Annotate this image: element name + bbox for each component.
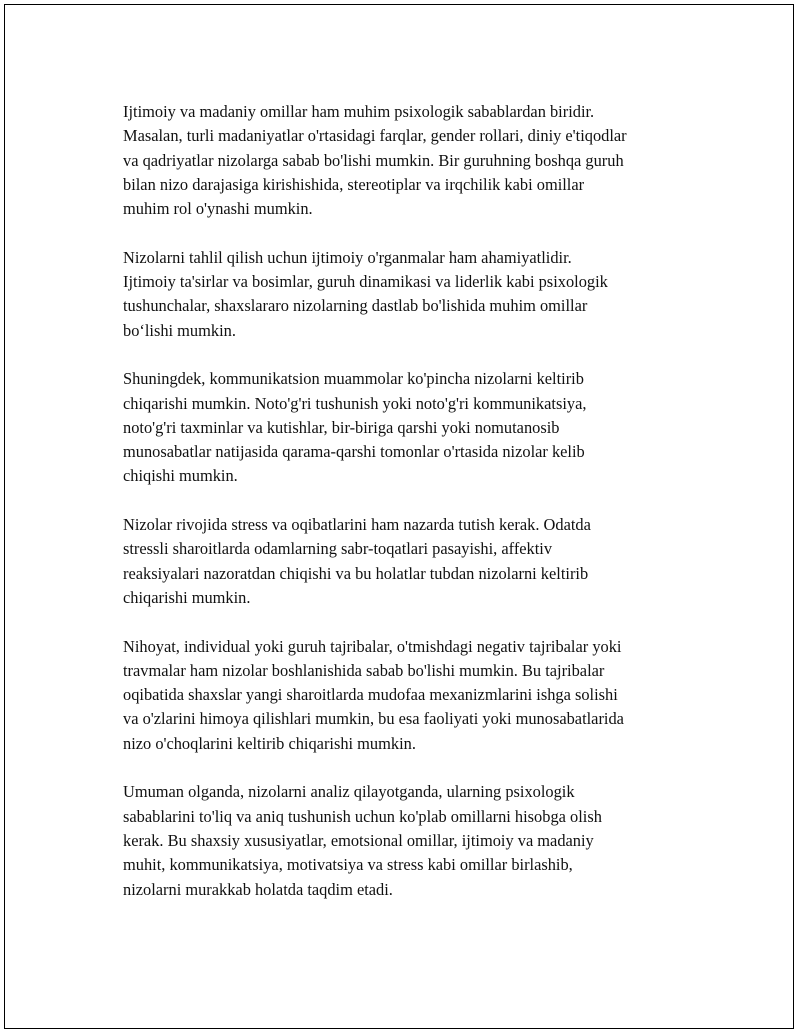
text-line: Umuman olganda, nizolarni analiz qilayotganda, ularning psixologik bbox=[123, 782, 575, 802]
text-line: travmalar ham nizolar boshlanishida sabab bo'lishi mumkin. Bu tajribalar bbox=[123, 660, 605, 680]
text-line: Ijtimoiy ta'sirlar va bosimlar, guruh dinamikasi va liderlik kabi psixologik bbox=[123, 272, 608, 292]
paragraph-1 bbox=[123, 100, 703, 221]
text-line: munosabatlar natijasida qarama-qarshi tomonlar o'rtasida nizolar kelib bbox=[123, 442, 585, 462]
text-line: va qadriyatlar nizolarga sabab bo'lishi mumkin. Bir guruhning boshqa guruh bbox=[123, 150, 624, 170]
document-body bbox=[123, 100, 703, 926]
text-line: chiqarishi mumkin. bbox=[123, 587, 251, 607]
paragraph-2 bbox=[123, 246, 703, 343]
text-line: nizo o'choqlarini keltirib chiqarishi mumkin. bbox=[123, 733, 416, 753]
text-line: Nizolar rivojida stress va oqibatlarini ham nazarda tutish kerak. Odatda bbox=[123, 515, 591, 535]
text-line: noto'g'ri taxminlar va kutishlar, bir-biriga qarshi yoki nomutanosib bbox=[123, 417, 560, 437]
text-line: kerak. Bu shaxsiy xususiyatlar, emotsional omillar, ijtimoiy va madaniy bbox=[123, 830, 594, 850]
text-line: muhit, kommunikatsiya, motivatsiya va stress kabi omillar birlashib, bbox=[123, 855, 573, 875]
text-line: sabablarini to'liq va aniq tushunish uchun ko'plab omillarni hisobga olish bbox=[123, 806, 602, 826]
text-line: tushunchalar, shaxslararo nizolarning dastlab bo'lishida muhim omillar bbox=[123, 296, 588, 316]
text-line: stressli sharoitlarda odamlarning sabr-toqatlari pasayishi, affektiv bbox=[123, 539, 553, 559]
text-line: Nihoyat, individual yoki guruh tajribalar, o'tmishdagi negativ tajribalar yoki bbox=[123, 636, 622, 656]
text-line: nizolarni murakkab holatda taqdim etadi. bbox=[123, 879, 393, 899]
paragraph-4 bbox=[123, 513, 703, 610]
text-line: chiqishi mumkin. bbox=[123, 466, 238, 486]
text-line: Nizolarni tahlil qilish uchun ijtimoiy o'rganmalar ham ahamiyatlidir. bbox=[123, 247, 572, 267]
paragraph-3 bbox=[123, 367, 703, 488]
text-line: muhim rol o'ynashi mumkin. bbox=[123, 199, 313, 219]
page-frame bbox=[4, 4, 794, 1029]
text-line: Masalan, turli madaniyatlar o'rtasidagi farqlar, gender rollari, diniy e'tiqodlar bbox=[123, 126, 627, 146]
text-line: Shuningdek, kommunikatsion muammolar ko'pincha nizolarni keltirib bbox=[123, 369, 584, 389]
paragraph-6 bbox=[123, 780, 703, 901]
text-line: chiqarishi mumkin. Noto'g'ri tushunish yoki noto'g'ri kommunikatsiya, bbox=[123, 393, 587, 413]
text-line: oqibatida shaxslar yangi sharoitlarda mudofaa mexanizmlarini ishga solishi bbox=[123, 685, 618, 705]
text-line: bilan nizo darajasiga kirishishida, stereotiplar va irqchilik kabi omillar bbox=[123, 174, 585, 194]
text-line: Ijtimoiy va madaniy omillar ham muhim psixologik sabablardan biridir. bbox=[123, 102, 595, 121]
text-line: va o'zlarini himoya qilishlari mumkin, bu esa faoliyati yoki munosabatlarida bbox=[123, 709, 624, 729]
paragraph-5 bbox=[123, 635, 703, 756]
text-line: bo‘lishi mumkin. bbox=[123, 320, 236, 340]
text-line: reaksiyalari nazoratdan chiqishi va bu holatlar tubdan nizolarni keltirib bbox=[123, 563, 589, 583]
